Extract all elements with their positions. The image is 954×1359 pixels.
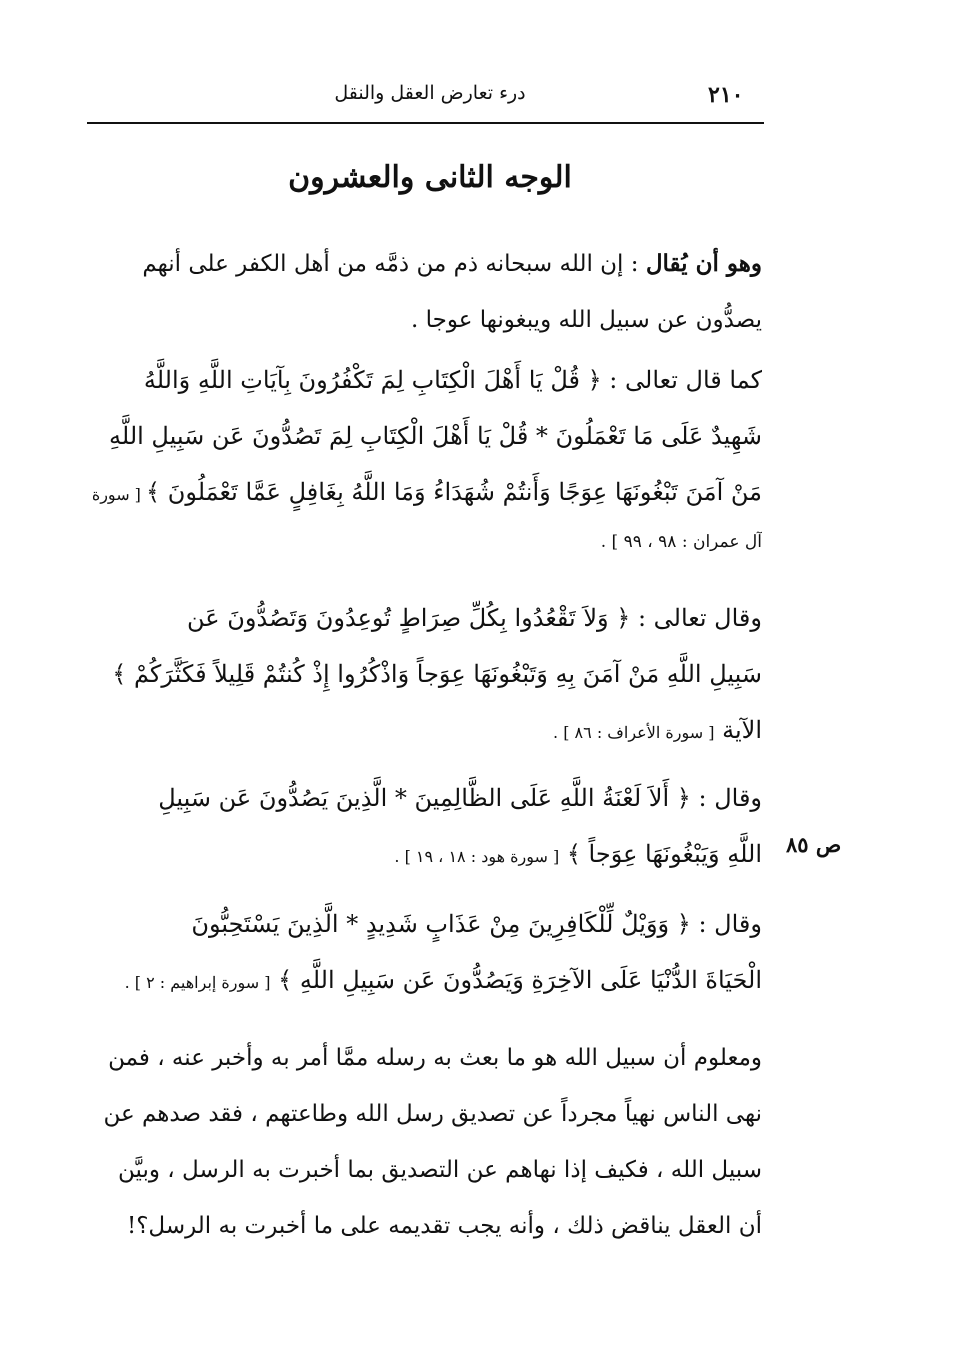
quote-2-ref: [ سورة الأعراف : ٨٦ ] . — [553, 723, 715, 742]
quote-4-line-1: وقال : ﴿ وَوَيْلٌ لِّلْكَافِرِينَ مِنْ عَذَابٍ شَدِيدٍ * الَّذِينَ يَسْتَحِبُّونَ — [191, 910, 762, 938]
conclusion-paragraph — [90, 1030, 762, 1254]
running-header-title: درء تعارض العقل والنقل — [334, 82, 526, 104]
quote-3-paragraph — [90, 770, 762, 882]
intro-lead: وهو أن يُقال — [645, 250, 762, 277]
quote-2-line-1: وقال تعالى : ﴿ وَلاَ تَقْعُدُوا بِكُلِّ صِرَاطٍ تُوعِدُونَ وَتَصُدُّونَ عَن — [187, 604, 762, 632]
conclusion-line-4: أن العقل يناقض ذلك ، وأنه يجب تقديمه على ما أخبرت به الرسل؟! — [126, 1213, 762, 1239]
quote-3-line-2 — [90, 826, 762, 882]
quote-2-line-3-text: الآية — [714, 716, 762, 744]
quote-3-line-2-text: اللَّهِ وَيَبْغُونَهَا عِوَجاً ﴾ — [559, 840, 762, 868]
quote-4-ref: [ سورة إبراهيم : ٢ ] . — [124, 973, 271, 992]
intro-line-1 — [90, 236, 762, 292]
intro-paragraph — [90, 236, 762, 348]
page-number: ٢١٠ — [708, 82, 744, 108]
intro-line-1-rest: : إن الله سبحانه ذم من ذمَّه من أهل الكفر على أنهم — [142, 251, 646, 277]
conclusion-line-3: سبيل الله ، فكيف إذا نهاهم عن التصديق بما أخبرت به الرسل ، وبيَّن — [118, 1157, 762, 1183]
conclusion-line-2: نهى الناس نهياً مجرداً عن تصديق رسل الله وطاعتهم ، فقد صدهم عن — [103, 1101, 762, 1127]
quote-4-paragraph — [90, 896, 762, 1008]
quote-1-ref-end: آل عمران : ٩٨ ، ٩٩ ] . — [600, 532, 762, 552]
quote-1-paragraph — [90, 352, 762, 564]
quote-1-ref-start: [ سورة — [91, 485, 147, 504]
conclusion-line-1: ومعلوم أن سبيل الله هو ما بعث به رسله ممَّا أمر به وأخبر عنه ، فمن — [108, 1045, 762, 1071]
quote-4-line-2 — [90, 952, 762, 1008]
quote-2-line-3 — [90, 702, 762, 758]
quote-3-ref: [ سورة هود : ١٨ ، ١٩ ] . — [394, 847, 560, 866]
quote-2-line-2: سَبِيلِ اللَّهِ مَنْ آمَنَ بِهِ وَتَبْغُونَهَا عِوَجاً وَاذْكُرُوا إِذْ كُنتُمْ قَلِيلاً فَكَثَّرَكُمْ ﴾ — [112, 660, 762, 688]
quote-4-line-2-text: الْحَيَاةَ الدُّنْيَا عَلَى الآخِرَةِ وَيَصُدُّونَ عَن سَبِيلِ اللَّهِ ﴾ — [270, 966, 762, 994]
section-heading: الوجه الثانى والعشرون — [288, 160, 572, 195]
intro-line-2: يصدُّون عن سبيل الله ويبغونها عوجا . — [410, 307, 762, 333]
quote-3-line-1: وقال : ﴿ أَلاَ لَعْنَةُ اللَّهِ عَلَى الظَّالِمِينَ * الَّذِينَ يَصُدُّونَ عَن سَبِيلِ — [158, 784, 762, 812]
margin-page-reference: ص ٨٥ — [786, 832, 842, 857]
quote-1-line-1: كما قال تعالى : ﴿ قُلْ يَا أَهْلَ الْكِتَابِ لِمَ تَكْفُرُونَ بِآيَاتِ اللَّهِ وَاللَّهُ — [143, 366, 762, 394]
quote-1-line-3 — [90, 464, 762, 520]
quote-2-paragraph — [90, 590, 762, 758]
quote-1-line-3-text: مَنْ آمَنَ تَبْغُونَهَا عِوَجًا وَأَنتُمْ شُهَدَاءُ وَمَا اللَّهُ بِغَافِلٍ عَمَّا تَعْمَلُونَ ﴾ — [146, 478, 762, 506]
header-rule — [87, 122, 764, 124]
quote-1-line-2: شَهِيدٌ عَلَى مَا تَعْمَلُونَ * قُلْ يَا أَهْلَ الْكِتَابِ لِمَ تَصُدُّونَ عَن سَبِيلِ اللَّهِ — [109, 422, 762, 450]
